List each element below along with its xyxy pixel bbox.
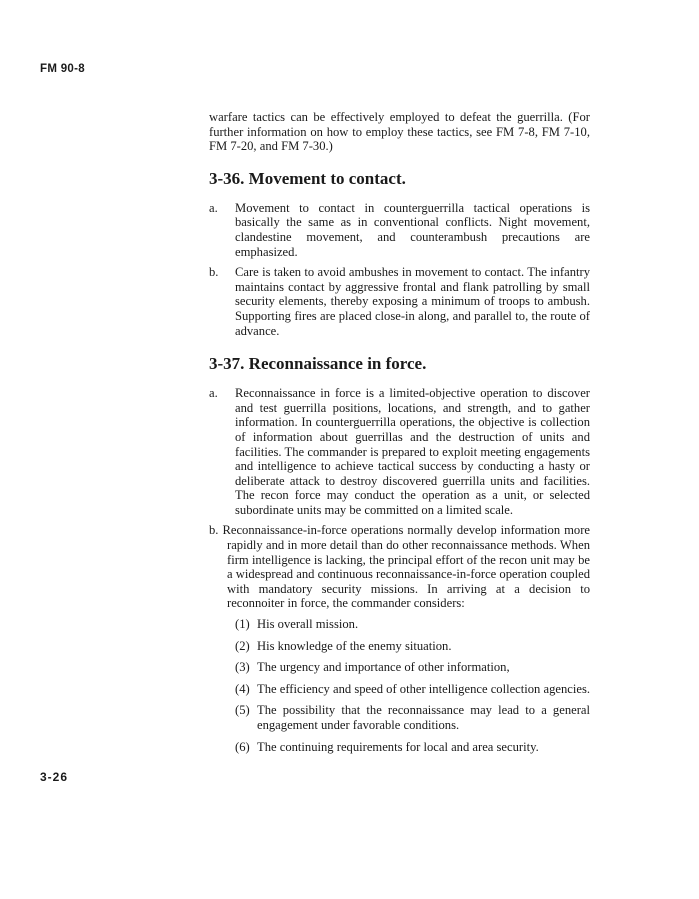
list-item [235,682,590,697]
paragraph-label: b. [209,523,219,538]
paragraph-label: a. [209,386,218,401]
item-text: The urgency and importance of other information, [257,660,510,675]
section-title-3-37: 3-37. Reconnaissance in force. [209,354,427,374]
paragraph-label: b. [209,265,219,280]
paragraph-label: a. [209,200,218,215]
page-content [209,110,590,761]
list-item [235,740,590,755]
paragraph-text: Care is taken to avoid ambushes in movement to contact. The infantry maintains contact by aggressive frontal and flank patrolling by small security elements, thereby exposing a minimum of troops to ambush. Supporting fires are placed close-in along, and parallel to, the route of advance. [235,265,590,338]
paragraph-text: Reconnaissance-in-force operations normally develop information more rapidly and in more detail than do other reconnaissance methods. When firm intelligence is lacking, the principal effort of the recon unit may be a widespread and continuous reconnaissance-in-force operation coupled with mandatory security missions. In arriving at a decision to reconnoiter in force, the commander considers: [222,523,591,611]
page-number: 3-26 [40,770,69,784]
item-number: (3) [235,660,250,675]
item-number: (6) [235,739,250,754]
paragraph-3-37-a [209,386,590,517]
paragraph-body [209,523,590,611]
section-title-3-36: 3-36. Movement to contact. [209,168,406,188]
paragraph-text: Movement to contact in counterguerrilla tactical operations is basically the same as in conventional conflicts. Night movement, clandestine movement, and counterambush precautions are emphasized. [235,200,590,259]
paragraph-3-37-b [209,523,590,611]
list-item [235,617,590,632]
paragraph-3-36-a [209,201,590,259]
item-text: The possibility that the reconnaissance may lead to a general engagement under favorable conditions. [257,703,590,732]
item-number: (2) [235,638,250,653]
intro-paragraph: warfare tactics can be effectively employed to defeat the guerrilla. (For further information on how to employ these tactics, see FM 7-8, FM 7-10, FM 7-20, and FM 7-30.) [209,110,590,154]
item-number: (1) [235,617,250,632]
list-item [235,660,590,675]
item-text: His overall mission. [257,617,359,632]
item-number: (4) [235,681,250,696]
item-text: His knowledge of the enemy situation. [257,638,452,653]
list-item [235,703,590,732]
paragraph-text: Reconnaissance in force is a limited-objective operation to discover and test guerrilla positions, locations, and strength, and to gather information. In counterguerrilla operations, the objective is collection of information about guerrillas and the destruction of units and facilities. The commander is prepared to exploit meeting engagements and intelligence to achieve tactical success by conducting a hasty or deliberate attack to destroy discovered guerrilla units and facilities. The recon force may conduct the operation as a unit, or selected subordinate units may be committed on a limited scale. [235,386,590,517]
considerations-list [235,617,590,754]
item-text: The efficiency and speed of other intelligence collection agencies. [257,681,591,696]
list-item [235,639,590,654]
paragraph-3-36-b [209,265,590,338]
page-header: FM 90-8 [40,63,85,75]
item-number: (5) [235,703,250,718]
item-text: The continuing requirements for local and area security. [257,739,539,754]
